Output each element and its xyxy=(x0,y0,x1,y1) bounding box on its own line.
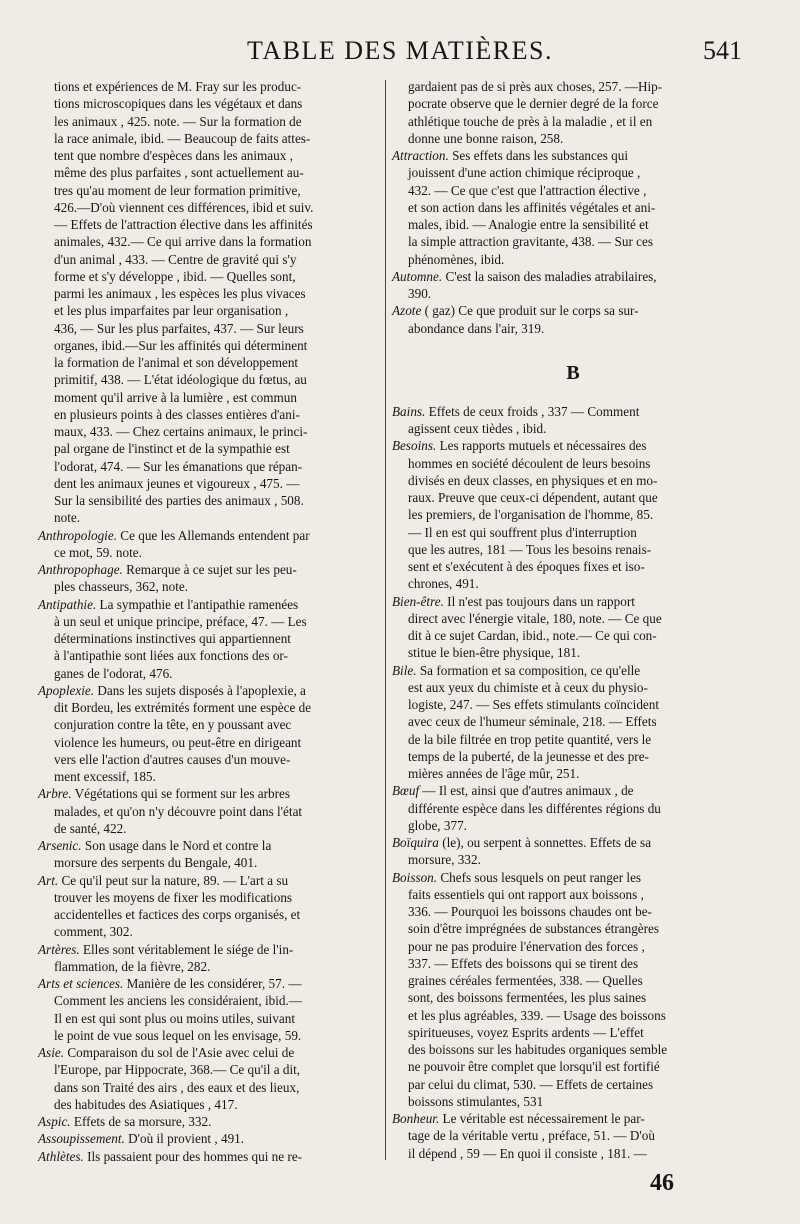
entry-text: gardaient pas de si près aux choses, 257. —Hip- xyxy=(408,79,663,94)
entry-text: par celui du climat, 530. — Effets de certaines xyxy=(408,1076,654,1092)
entry-text: ganes de l'odorat, 476. xyxy=(54,665,173,681)
text-line xyxy=(38,958,380,975)
entry-heading: Antipathie. xyxy=(38,596,97,612)
entry-text: C'est la saison des maladies atrabilaires, xyxy=(442,268,657,284)
entry-heading: Assoupissement. xyxy=(38,1131,125,1147)
index-entry-line xyxy=(392,268,754,285)
text-line xyxy=(392,78,754,95)
entry-text: Effets de ceux froids , 337 — Comment xyxy=(425,403,640,419)
entry-text: — Il est, ainsi que d'autres animaux , de xyxy=(419,783,634,799)
index-entry-line xyxy=(38,1113,380,1130)
entry-text: raux. Preuve que ceux-ci dépendent, autant que xyxy=(408,490,658,505)
text-line xyxy=(38,647,380,664)
entry-text: morsure des serpents du Bengale, 401. xyxy=(54,855,258,871)
entry-text: Ses effets dans les substances qui xyxy=(448,148,629,163)
entry-heading: Apoplexie. xyxy=(38,682,95,698)
entry-heading: Bœuf xyxy=(392,783,420,799)
text-line xyxy=(38,578,380,595)
text-line xyxy=(38,820,380,837)
entry-heading: Boisson. xyxy=(392,869,438,885)
text-line xyxy=(38,716,380,733)
entry-text: ment excessif, 185. xyxy=(54,769,156,784)
column-divider xyxy=(385,80,386,1160)
entry-text: moment qu'il arrive à la lumière , est commun xyxy=(54,389,297,405)
section-letter: B xyxy=(566,361,580,384)
entry-heading: Azote xyxy=(392,303,422,319)
text-line xyxy=(392,1076,754,1093)
entry-heading: Aspic. xyxy=(38,1114,71,1129)
entry-text: tions et expériences de M. Fray sur les produc- xyxy=(54,79,302,94)
entry-text: la race animale, ibid. — Beaucoup de faits attes- xyxy=(54,130,311,146)
entry-heading: Boïquira xyxy=(392,835,439,850)
entry-text: 432. — Ce que c'est que l'attraction élective , xyxy=(408,182,647,198)
text-line xyxy=(392,558,754,575)
text-line xyxy=(38,371,380,388)
text-line xyxy=(38,164,380,181)
entry-text: phénomènes, ibid. xyxy=(408,251,505,267)
text-line xyxy=(392,903,754,920)
text-line xyxy=(38,665,380,682)
entry-text: en plusieurs points à des classes entières d'ani- xyxy=(54,406,300,422)
text-line xyxy=(392,886,754,903)
entry-text: Ils passaient pour des hommes qui ne re- xyxy=(83,1148,303,1164)
entry-heading: Besoins. xyxy=(392,438,437,454)
entry-text: — Il en est qui souffrent plus d'interruption xyxy=(408,524,637,540)
entry-text: Il en est qui sont plus ou moins utiles, suivant xyxy=(54,1010,296,1026)
text-line xyxy=(38,751,380,768)
text-line xyxy=(38,130,380,147)
right-column xyxy=(392,78,754,1162)
entry-text: forme et s'y développe , ibid. — Quelles sont, xyxy=(54,268,296,284)
entry-text: malades, et qu'on n'y découvre point dans l'état xyxy=(54,803,303,819)
entry-text: direct avec l'énergie vitale, 180, note. — Ce que xyxy=(408,610,662,626)
text-line xyxy=(38,78,380,95)
entry-text: Son usage dans le Nord et contre la xyxy=(81,838,272,853)
entry-text: comment, 302. xyxy=(54,924,133,940)
text-line xyxy=(392,182,754,199)
index-entry-line xyxy=(392,782,754,799)
text-line xyxy=(392,524,754,541)
text-line xyxy=(38,923,380,940)
text-line xyxy=(38,803,380,820)
text-line xyxy=(38,95,380,112)
entry-text: vers elle l'action d'autres causes d'un mouve- xyxy=(54,751,291,767)
text-line xyxy=(38,630,380,647)
entry-text: accidentelles et factices des corps organisés, et xyxy=(54,907,301,922)
text-line xyxy=(38,268,380,285)
index-entry-line xyxy=(392,834,754,851)
text-line xyxy=(38,734,380,751)
entry-text: conjuration contre la tête, en y poussant avec xyxy=(54,717,292,733)
index-entry-line xyxy=(38,872,380,889)
index-entry-line xyxy=(38,561,380,578)
text-line xyxy=(392,1093,754,1110)
text-line xyxy=(38,147,380,164)
entry-text: Ce qu'il peut sur la nature, 89. — L'art a su xyxy=(58,872,289,888)
entry-text: graines céréales fermentées, 338. — Quelles xyxy=(408,973,643,988)
entry-text: différente espèce dans les différentes régions du xyxy=(408,800,661,816)
entry-text: pal organe de l'instinct et de la sympathie est xyxy=(54,441,290,457)
entry-text: et les plus imparfaites par leur organisation , xyxy=(54,303,289,319)
entry-text: maux, 433. — Chez certains animaux, le princi- xyxy=(54,424,308,439)
entry-text: Elles sont véritablement le siége de l'in- xyxy=(79,941,294,957)
entry-text: dit Bordeu, les extrémités forment une espèce de xyxy=(54,700,312,715)
index-entry-line xyxy=(392,869,754,886)
text-line xyxy=(392,748,754,765)
entry-text: (le), ou serpent à sonnettes. Effets de sa xyxy=(438,835,652,850)
index-entry-line xyxy=(38,837,380,854)
text-line xyxy=(392,1007,754,1024)
entry-text: — Effets de l'attraction élective dans les affinités xyxy=(54,217,313,232)
entry-text: boissons stimulantes, 531 xyxy=(408,1093,544,1109)
text-line xyxy=(392,1145,754,1162)
entry-text: Sur la sensibilité des parties des animaux , 508. xyxy=(54,493,304,508)
entry-text: abondance dans l'air, 319. xyxy=(408,320,545,336)
text-line xyxy=(38,113,380,130)
text-line xyxy=(38,1079,380,1096)
index-entry-line xyxy=(392,437,754,454)
text-line xyxy=(38,320,380,337)
entry-text: 336. — Pourquoi les boissons chaudes ont be- xyxy=(408,904,652,919)
entry-text: Les rapports mutuels et nécessaires des xyxy=(436,438,647,454)
entry-text: à un seul et unique principe, préface, 47. — Les xyxy=(54,613,307,629)
entry-text: athlétique touche de près à la maladie , et il en xyxy=(408,113,653,129)
index-entry-line xyxy=(392,662,754,679)
entry-text: note. xyxy=(54,510,81,526)
entry-text: tions microscopiques dans les végétaux et dans xyxy=(54,96,303,112)
text-line xyxy=(38,233,380,250)
entry-heading: Attraction. xyxy=(392,148,449,163)
entry-text: logiste, 247. — Ses effets stimulants coïncident xyxy=(408,697,660,712)
entry-text: divisés en deux classes, en physiques et en mo- xyxy=(408,472,658,488)
text-line xyxy=(38,389,380,406)
entry-text: Comparaison du sol de l'Asie avec celui de xyxy=(64,1045,295,1060)
text-line xyxy=(38,1010,380,1027)
index-entry-line xyxy=(392,147,754,164)
index-entry-line xyxy=(38,1148,380,1165)
entry-heading: Artères. xyxy=(38,941,80,957)
text-line xyxy=(392,817,754,834)
entry-text: et les plus agréables, 339. — Usage des boissons xyxy=(408,1007,666,1023)
entry-text: il dépend , 59 — En quoi il consiste , 181. — xyxy=(408,1145,647,1161)
text-line xyxy=(38,492,380,509)
text-line xyxy=(392,610,754,627)
entry-text: temps de la puberté, de la jeunesse et des pre- xyxy=(408,748,649,764)
entry-text: soin d'être imprégnées de substances étrangères xyxy=(408,921,660,937)
entry-text: la formation de l'animal et son développement xyxy=(54,355,299,370)
entry-heading: Bonheur. xyxy=(392,1111,440,1126)
text-line xyxy=(392,920,754,937)
entry-text: animales, 432.— Ce qui arrive dans la formation xyxy=(54,234,312,250)
text-line xyxy=(392,696,754,713)
entry-text: d'un animal , 433. — Centre de gravité qui s'y xyxy=(54,251,297,267)
text-line xyxy=(38,458,380,475)
text-line xyxy=(392,113,754,130)
entry-heading: Art. xyxy=(38,872,59,888)
entry-text: 390. xyxy=(408,286,432,301)
entry-text: 426.—D'où viennent ces différences, ibid et suiv. xyxy=(54,199,314,215)
entry-text: males, ibid. — Analogie entre la sensibilité et xyxy=(408,217,649,232)
entry-text: les premiers, de l'organisation de l'homme, 85. xyxy=(408,507,654,523)
entry-text: agissent ceux tièdes , ibid. xyxy=(408,421,547,436)
entry-text: mières années de l'âge mûr, 251. xyxy=(408,766,580,781)
entry-heading: Asie. xyxy=(38,1045,65,1060)
index-entry-line xyxy=(38,785,380,802)
text-line xyxy=(392,164,754,181)
index-entry-line xyxy=(38,975,380,992)
entry-text: le point de vue sous lequel on les envisage, 59. xyxy=(54,1027,302,1043)
entry-text: 436, — Sur les plus parfaites, 437. — Sur leurs xyxy=(54,320,304,336)
entry-text: de santé, 422. xyxy=(54,820,127,836)
text-line xyxy=(38,199,380,216)
text-line xyxy=(38,337,380,354)
entry-text: déterminations instinctives qui appartiennent xyxy=(54,631,291,646)
entry-text: dent les animaux jeunes et vigoureux , 475. — xyxy=(54,475,300,491)
text-line xyxy=(38,182,380,199)
text-line xyxy=(38,889,380,906)
text-line xyxy=(392,731,754,748)
text-line xyxy=(392,472,754,489)
entry-heading: Anthropologie. xyxy=(38,527,117,543)
index-entry-line xyxy=(38,1130,380,1147)
entry-text: avec ceux de l'humeur séminale, 218. — Effets xyxy=(408,714,657,730)
entry-text: Dans les sujets disposés à l'apoplexie, a xyxy=(94,682,306,698)
entry-text: ( gaz) Ce que produit sur le corps sa sur- xyxy=(421,303,639,319)
entry-text: l'Europe, par Hippocrate, 368.— Ce qu'il a dit, xyxy=(54,1062,301,1078)
text-line xyxy=(392,489,754,506)
text-line xyxy=(392,1041,754,1058)
index-entry-line xyxy=(38,941,380,958)
entry-text: les animaux , 425. note. — Sur la formation de xyxy=(54,113,302,129)
entry-text: pocrate observe que le dernier degré de la force xyxy=(408,96,659,112)
index-entry-line xyxy=(38,527,380,544)
running-title: TABLE DES MATIÈRES. xyxy=(247,36,553,65)
text-line xyxy=(38,216,380,233)
text-line xyxy=(392,1127,754,1144)
text-line xyxy=(38,544,380,561)
text-line xyxy=(392,199,754,216)
index-entry-line xyxy=(38,1044,380,1061)
entry-heading: Athlètes. xyxy=(38,1148,84,1164)
entry-text: des habitudes des Asiatiques , 417. xyxy=(54,1096,238,1112)
entry-text: flammation, de la fièvre, 282. xyxy=(54,958,211,974)
entry-text: donne une bonne raison, 258. xyxy=(408,130,564,146)
entry-text: pour ne pas produire l'énervation des forces , xyxy=(408,938,645,954)
entry-heading: Arsenic. xyxy=(38,838,82,853)
entry-text: Manière de les considérer, 57. — xyxy=(123,976,302,991)
text-line xyxy=(392,233,754,250)
entry-text: Ce que les Allemands entendent par xyxy=(117,527,310,543)
entry-heading: Anthropophage. xyxy=(38,562,123,577)
text-line xyxy=(392,420,754,437)
entry-heading: Bien-être. xyxy=(392,593,444,609)
text-line xyxy=(392,851,754,868)
text-line xyxy=(38,302,380,319)
text-line xyxy=(38,906,380,923)
text-line xyxy=(38,1061,380,1078)
text-line xyxy=(392,320,754,337)
entry-text: tage de la véritable vertu , préface, 51. — D'où xyxy=(408,1128,655,1144)
text-line xyxy=(38,768,380,785)
entry-text: de la bile filtrée en trop petite quantité, vers le xyxy=(408,731,652,747)
text-line xyxy=(392,1058,754,1075)
entry-text: Effets de sa morsure, 332. xyxy=(70,1114,212,1129)
entry-text: ne pouvoir être complet que lorsqu'il est fortifié xyxy=(408,1059,660,1075)
entry-text: Sa formation et sa composition, ce qu'elle xyxy=(416,662,641,678)
text-line xyxy=(392,972,754,989)
entry-text: dit à ce sujet Cardan, ibid., note.— Ce qui con- xyxy=(408,628,657,643)
entry-text: l'odorat, 474. — Sur les émanations que répan- xyxy=(54,458,303,474)
text-line xyxy=(38,440,380,457)
entry-heading: Arbre. xyxy=(38,786,72,802)
text-line xyxy=(392,541,754,558)
text-line xyxy=(38,992,380,1009)
entry-text: faits essentiels qui ont rapport aux boissons , xyxy=(408,886,644,902)
entry-text: chrones, 491. xyxy=(408,576,479,592)
text-line xyxy=(38,1027,380,1044)
text-line xyxy=(392,575,754,592)
entry-text: Végétations qui se forment sur les arbres xyxy=(71,786,290,802)
entry-heading: Bile. xyxy=(392,662,417,678)
left-column xyxy=(38,78,380,1165)
text-line xyxy=(38,509,380,526)
entry-text: la simple attraction gravitante, 438. — Sur ces xyxy=(408,234,653,250)
entry-text: dans son Traité des airs , des eaux et des lieux, xyxy=(54,1079,300,1095)
text-line xyxy=(38,475,380,492)
entry-text: ce mot, 59. note. xyxy=(54,544,142,560)
entry-text: que les autres, 181 — Tous les besoins renais- xyxy=(408,541,652,557)
text-line xyxy=(38,406,380,423)
entry-text: parmi les animaux , les espèces les plus vivaces xyxy=(54,286,306,301)
index-entry-line xyxy=(38,682,380,699)
entry-text: ples chasseurs, 362, note. xyxy=(54,579,189,595)
entry-text: D'où il provient , 491. xyxy=(124,1131,245,1147)
entry-text: Remarque à ce sujet sur les peu- xyxy=(122,562,297,577)
text-line xyxy=(38,699,380,716)
text-line xyxy=(38,1096,380,1113)
text-line xyxy=(392,285,754,302)
page-header xyxy=(40,36,760,76)
entry-text: même des plus parfaites , sont actuellement au- xyxy=(54,165,304,181)
text-line xyxy=(392,627,754,644)
entry-text: Il n'est pas toujours dans un rapport xyxy=(443,593,635,609)
text-line xyxy=(392,713,754,730)
entry-text: 337. — Effets des boissons qui se tirent des xyxy=(408,955,639,971)
entry-text: morsure, 332. xyxy=(408,852,481,868)
text-line xyxy=(392,765,754,782)
text-line xyxy=(38,854,380,871)
entry-text: sont, des boissons fermentées, les plus saines xyxy=(408,990,647,1006)
index-entry-line xyxy=(392,403,754,420)
index-entry-line xyxy=(392,302,754,319)
text-line xyxy=(392,455,754,472)
signature-mark: 46 xyxy=(650,1170,674,1196)
entry-heading: Arts et sciences. xyxy=(38,976,124,991)
text-line xyxy=(38,354,380,371)
entry-text: Comment les anciens les considéraient, ibid.— xyxy=(54,993,302,1009)
text-line xyxy=(392,506,754,523)
index-entry-line xyxy=(38,596,380,613)
entry-text: tent que nombre d'espèces dans les animaux , xyxy=(54,148,293,163)
page-number: 541 xyxy=(703,36,742,65)
text-line xyxy=(392,800,754,817)
text-line xyxy=(392,251,754,268)
entry-text: est aux yeux du chimiste et à ceux du physio- xyxy=(408,679,648,695)
entry-text: et son action dans les affinités végétales et ani- xyxy=(408,199,656,215)
entry-text: primitif, 438. — L'état idéologique du fœtus, au xyxy=(54,372,307,388)
entry-text: tres qu'au moment de leur formation primitive, xyxy=(54,182,301,198)
entry-text: sent et s'exécutent à des époques fixes et iso- xyxy=(408,559,645,574)
text-line xyxy=(38,251,380,268)
text-line xyxy=(392,216,754,233)
entry-text: La sympathie et l'antipathie ramenées xyxy=(96,596,299,612)
entry-text: à l'antipathie sont liées aux fonctions des or- xyxy=(54,648,288,664)
entry-text: spiritueuses, voyez Esprits ardents — L'effet xyxy=(408,1024,644,1040)
text-line xyxy=(38,423,380,440)
index-entry-line xyxy=(392,1110,754,1127)
entry-text: Chefs sous lesquels on peut ranger les xyxy=(437,869,642,885)
text-line xyxy=(392,955,754,972)
entry-heading: Automne. xyxy=(392,268,443,284)
entry-heading: Bains. xyxy=(392,403,426,419)
entry-text: jouissent d'une action chimique réciproque , xyxy=(408,165,641,181)
text-line xyxy=(392,130,754,147)
text-line xyxy=(392,1024,754,1041)
entry-text: violence les humeurs, ou peut-être en dirigeant xyxy=(54,734,302,750)
text-line xyxy=(392,679,754,696)
text-line xyxy=(392,938,754,955)
entry-text: Le véritable est nécessairement le par- xyxy=(439,1111,645,1126)
entry-text: trouver les moyens de fixer les modifications xyxy=(54,889,293,905)
entry-text: hommes en société découlent de leurs besoins xyxy=(408,455,651,471)
entry-text: globe, 377. xyxy=(408,817,467,833)
entry-text: organes, ibid.—Sur les affinités qui déterminent xyxy=(54,337,308,353)
text-line xyxy=(392,989,754,1006)
index-entry-line xyxy=(392,593,754,610)
text-line xyxy=(38,613,380,630)
text-line xyxy=(392,644,754,661)
text-line xyxy=(392,95,754,112)
entry-text: stitue le bien-être physique, 181. xyxy=(408,645,581,661)
text-line xyxy=(38,285,380,302)
entry-text: des boissons sur les habitudes organiques semble xyxy=(408,1042,668,1057)
